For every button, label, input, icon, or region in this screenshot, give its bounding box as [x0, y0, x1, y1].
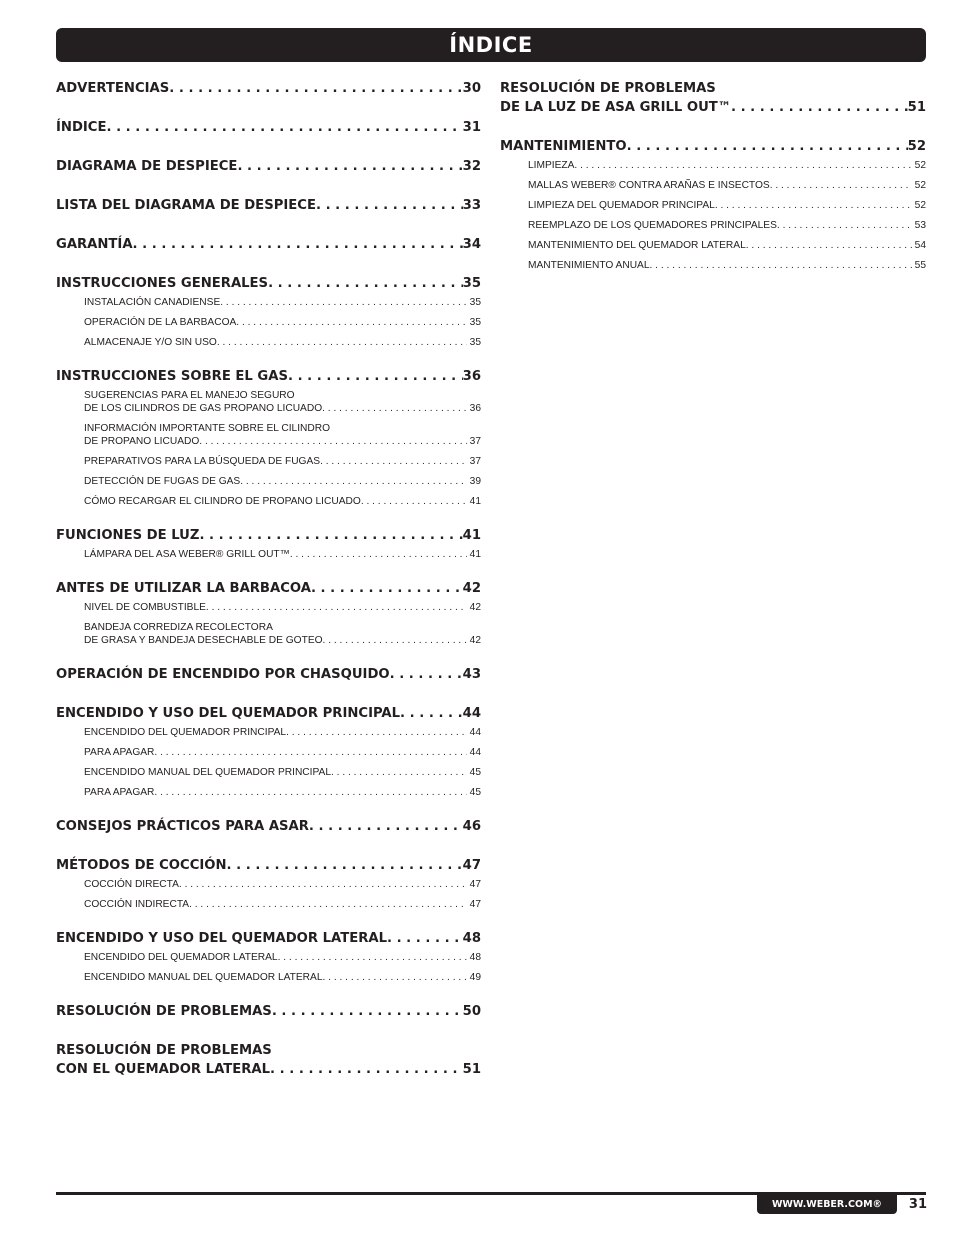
toc-subentry-page: 52 [914, 180, 926, 191]
toc-subentry-title: LIMPIEZA [528, 160, 575, 171]
dot-leader [288, 367, 463, 386]
page-number: 31 [908, 1197, 927, 1212]
toc-subentry [84, 766, 481, 779]
toc-subentry-page: 42 [469, 602, 481, 613]
dot-leader [390, 665, 463, 684]
toc-subentry-title: PARA APAGAR [84, 787, 155, 798]
dot-leader [770, 179, 912, 192]
toc-subentry-page: 41 [469, 549, 481, 560]
toc-subentry-title: INSTALACIÓN CANADIENSE [84, 297, 221, 308]
toc-subentry-page: 42 [469, 635, 481, 646]
toc-subentry-line[interactable] [84, 971, 481, 984]
dot-leader [206, 601, 467, 614]
dot-leader [311, 579, 463, 598]
toc-subentry-line[interactable] [528, 159, 926, 172]
dot-leader [316, 196, 463, 215]
toc-entry [500, 137, 926, 156]
toc-subentry [528, 239, 926, 252]
toc-subentry-page: 45 [469, 767, 481, 778]
toc-subentries [56, 389, 481, 508]
dot-leader [179, 878, 467, 891]
toc-entry-line[interactable] [56, 367, 481, 386]
toc-subentry [84, 621, 481, 647]
toc-subentry [84, 898, 481, 911]
toc-subentry-title: ENCENDIDO DEL QUEMADOR LATERAL [84, 952, 278, 963]
toc-entry-line[interactable] [56, 817, 481, 836]
toc-subentries [56, 548, 481, 561]
toc-entry [56, 526, 481, 545]
toc-subentry [84, 878, 481, 891]
toc-subentry-page: 52 [914, 160, 926, 171]
dot-leader [220, 296, 466, 309]
toc-subentry-line[interactable] [528, 219, 926, 232]
toc-entry-page: 52 [907, 139, 926, 154]
toc-subentry [84, 336, 481, 349]
dot-leader [715, 199, 912, 212]
dot-leader [322, 402, 467, 415]
dot-leader [240, 475, 466, 488]
toc-entry [56, 856, 481, 875]
toc-subentry-page: 37 [469, 436, 481, 447]
toc-entry-page: 35 [462, 276, 481, 291]
dot-leader [268, 274, 463, 293]
toc-entry-page: 51 [907, 100, 926, 115]
toc-subentries [56, 951, 481, 984]
toc-entry-title: ADVERTENCIAS [56, 81, 170, 96]
toc-subentry [528, 159, 926, 172]
dot-leader [272, 1002, 463, 1021]
toc-entry [56, 1002, 481, 1021]
toc-entry-line[interactable] [56, 118, 481, 137]
toc-subentry-line[interactable] [528, 259, 926, 272]
toc-entry-title-first-line: RESOLUCIÓN DE PROBLEMAS [56, 1043, 272, 1058]
toc-subentry-title: OPERACIÓN DE LA BARBACOA [84, 317, 237, 328]
toc-subentry-line[interactable] [84, 455, 481, 468]
dot-leader [199, 435, 466, 448]
toc-entry [56, 235, 481, 254]
toc-subentry-title: COCCIÓN INDIRECTA [84, 899, 190, 910]
toc-subentry [84, 495, 481, 508]
dot-leader [777, 219, 912, 232]
toc-subentry-page: 47 [469, 899, 481, 910]
toc-subentry-title: LÁMPARA DEL ASA WEBER® GRILL OUT™ [84, 549, 290, 560]
toc-entry-page: 47 [462, 858, 481, 873]
dot-leader [731, 98, 908, 117]
dot-leader [169, 79, 462, 98]
footer-website[interactable]: WWW.WEBER.COM® [757, 1195, 897, 1214]
toc-subentry [528, 219, 926, 232]
toc-entry-page: 32 [462, 159, 481, 174]
toc-entry-page: 51 [462, 1062, 481, 1077]
toc-subentry-title: ENCENDIDO DEL QUEMADOR PRINCIPAL [84, 727, 287, 738]
dot-leader [189, 898, 467, 911]
toc-entry-page: 44 [462, 706, 481, 721]
toc-subentry-title: MANTENIMIENTO ANUAL [528, 260, 650, 271]
toc-subentry [84, 746, 481, 759]
toc-entry-line[interactable] [500, 137, 926, 156]
dot-leader [290, 548, 467, 561]
toc-entry-page: 42 [462, 581, 481, 596]
toc-subentry-page: 47 [469, 879, 481, 890]
toc-subentry-page: 54 [914, 240, 926, 251]
toc-subentry-title: MALLAS WEBER® CONTRA ARAÑAS E INSECTOS [528, 180, 770, 191]
toc-subentry [528, 259, 926, 272]
toc-entry-title: INSTRUCCIONES SOBRE EL GAS [56, 369, 288, 384]
toc-subentry-page: 52 [914, 200, 926, 211]
toc-subentry-page: 39 [469, 476, 481, 487]
toc-subentry-line[interactable] [84, 548, 481, 561]
toc-subentry-line[interactable] [84, 601, 481, 614]
toc-entry-page: 30 [462, 81, 481, 96]
toc-entry-line[interactable] [56, 929, 481, 948]
toc-entry-title: ÍNDICE [56, 120, 107, 135]
toc-subentry-title: COCCIÓN DIRECTA [84, 879, 179, 890]
dot-leader [154, 746, 466, 759]
dot-leader [237, 157, 462, 176]
toc-subentry-line[interactable] [84, 726, 481, 739]
toc-subentry-line[interactable] [528, 239, 926, 252]
toc-entry-title: MÉTODOS DE COCCIÓN [56, 858, 227, 873]
dot-leader [236, 316, 466, 329]
toc-subentry-title: REEMPLAZO DE LOS QUEMADORES PRINCIPALES [528, 220, 777, 231]
toc-entry [56, 1041, 481, 1079]
toc-subentry [84, 389, 481, 415]
toc-subentry-title: CÓMO RECARGAR EL CILINDRO DE PROPANO LICUADO [84, 496, 361, 507]
toc-subentry-page: 45 [469, 787, 481, 798]
toc-subentry-page: 35 [469, 337, 481, 348]
toc-entry [56, 274, 481, 293]
dot-leader [400, 704, 463, 723]
toc-entry-title: CONSEJOS PRÁCTICOS PARA ASAR [56, 819, 309, 834]
toc-entry-title: INSTRUCCIONES GENERALES [56, 276, 269, 291]
toc-entry-line[interactable] [56, 856, 481, 875]
toc-subentry-title-first-line: SUGERENCIAS PARA EL MANEJO SEGURO [84, 390, 295, 401]
toc-entry-line[interactable] [56, 1002, 481, 1021]
dot-leader [227, 856, 463, 875]
dot-leader [323, 971, 467, 984]
toc-subentry-page: 44 [469, 727, 481, 738]
dot-leader [320, 455, 467, 468]
toc-entry-title: CON EL QUEMADOR LATERAL [56, 1062, 271, 1077]
toc-entry [56, 367, 481, 386]
toc-subentry-line[interactable] [84, 634, 481, 647]
toc-subentry [84, 548, 481, 561]
toc-subentry-title: ENCENDIDO MANUAL DEL QUEMADOR LATERAL [84, 972, 323, 983]
toc-entry-title: MANTENIMIENTO [500, 139, 627, 154]
toc-subentry-title: PREPARATIVOS PARA LA BÚSQUEDA DE FUGAS [84, 456, 321, 467]
toc-subentry-line[interactable] [528, 199, 926, 212]
toc-entry-page: 50 [462, 1004, 481, 1019]
dot-leader [286, 726, 467, 739]
toc-subentry [84, 951, 481, 964]
toc-entry-title: DIAGRAMA DE DESPIECE [56, 159, 238, 174]
toc-entry [56, 118, 481, 137]
toc-subentries [56, 601, 481, 647]
toc-entry-page: 43 [462, 667, 481, 682]
dot-leader [217, 336, 467, 349]
toc-subentry-page: 41 [469, 496, 481, 507]
toc-subentry [528, 199, 926, 212]
toc-entry [56, 929, 481, 948]
toc-subentry-line[interactable] [84, 296, 481, 309]
toc-column-right [500, 79, 926, 290]
toc-subentry [84, 455, 481, 468]
toc-subentry-line[interactable] [84, 746, 481, 759]
toc-subentry [84, 296, 481, 309]
toc-subentry-page: 49 [469, 972, 481, 983]
toc-subentry-line[interactable] [84, 786, 481, 799]
toc-subentry-line[interactable] [84, 475, 481, 488]
dot-leader [309, 817, 463, 836]
toc-entry-title: GARANTÍA [56, 237, 133, 252]
dot-leader [199, 526, 462, 545]
toc-subentry-line[interactable] [528, 179, 926, 192]
toc-subentry-line[interactable] [84, 951, 481, 964]
toc-subentry-title: DE LOS CILINDROS DE GAS PROPANO LICUADO [84, 403, 323, 414]
toc-subentry-line[interactable] [84, 878, 481, 891]
toc-entry [56, 704, 481, 723]
dot-leader [627, 137, 908, 156]
toc-entry-line[interactable] [56, 526, 481, 545]
toc-subentry-line[interactable] [84, 766, 481, 779]
dot-leader [331, 766, 467, 779]
toc-entry-title: RESOLUCIÓN DE PROBLEMAS [56, 1004, 272, 1019]
toc-subentry-page: 48 [469, 952, 481, 963]
toc-column-left [56, 79, 481, 1099]
toc-entry-title: OPERACIÓN DE ENCENDIDO POR CHASQUIDO [56, 667, 390, 682]
toc-entry-line[interactable] [56, 1060, 481, 1079]
toc-subentry [84, 971, 481, 984]
dot-leader [278, 951, 467, 964]
dot-leader [361, 495, 467, 508]
toc-entry [56, 665, 481, 684]
toc-subentry-title: PARA APAGAR [84, 747, 155, 758]
toc-subentry-line[interactable] [84, 316, 481, 329]
dot-leader [746, 239, 912, 252]
toc-subentry [84, 601, 481, 614]
toc-subentries [56, 878, 481, 911]
toc-entry-title: ENCENDIDO Y USO DEL QUEMADOR PRINCIPAL [56, 706, 401, 721]
toc-entry-title: DE LA LUZ DE ASA GRILL OUT™ [500, 100, 731, 115]
toc-entry-page: 34 [462, 237, 481, 252]
toc-subentry-title: ALMACENAJE Y/O SIN USO [84, 337, 217, 348]
dot-leader [270, 1060, 463, 1079]
toc-entry [56, 196, 481, 215]
toc-subentry-line[interactable] [84, 898, 481, 911]
toc-subentry-title: NIVEL DE COMBUSTIBLE [84, 602, 206, 613]
toc-subentry-page: 36 [469, 403, 481, 414]
dot-leader [387, 929, 463, 948]
toc-subentries [56, 726, 481, 799]
toc-subentry-title: ENCENDIDO MANUAL DEL QUEMADOR PRINCIPAL [84, 767, 331, 778]
toc-subentry [84, 316, 481, 329]
dot-leader [106, 118, 462, 137]
toc-entry-line[interactable] [56, 274, 481, 293]
toc-entry-line[interactable] [56, 235, 481, 254]
toc-entry-line[interactable] [56, 704, 481, 723]
toc-entry-line[interactable] [56, 579, 481, 598]
toc-entry-page: 33 [462, 198, 481, 213]
toc-entry-page: 36 [462, 369, 481, 384]
toc-entry-line[interactable] [56, 196, 481, 215]
toc-subentry-page: 37 [469, 456, 481, 467]
toc-subentry-page: 55 [914, 260, 926, 271]
toc-entry-line[interactable] [500, 98, 926, 117]
toc-subentry-line[interactable] [84, 435, 481, 448]
toc-entry-title-first-line: RESOLUCIÓN DE PROBLEMAS [500, 81, 716, 96]
toc-subentry-page: 35 [469, 297, 481, 308]
toc-subentry-title: DE PROPANO LICUADO [84, 436, 200, 447]
toc-entry [56, 79, 481, 98]
toc-entry-title: FUNCIONES DE LUZ [56, 528, 200, 543]
toc-subentries [500, 159, 926, 272]
toc-subentry-page: 35 [469, 317, 481, 328]
toc-entry [56, 817, 481, 836]
toc-entry-page: 46 [462, 819, 481, 834]
toc-subentry-title-first-line: BANDEJA CORREDIZA RECOLECTORA [84, 622, 273, 633]
toc-subentry [84, 422, 481, 448]
dot-leader [133, 235, 463, 254]
toc-entry-page: 48 [462, 931, 481, 946]
toc-subentry [84, 786, 481, 799]
toc-subentry-title: DETECCIÓN DE FUGAS DE GAS [84, 476, 241, 487]
toc-entry-page: 41 [462, 528, 481, 543]
toc-entry-title: ANTES DE UTILIZAR LA BARBACOA [56, 581, 311, 596]
toc-subentry-page: 53 [914, 220, 926, 231]
toc-entry-line[interactable] [56, 157, 481, 176]
toc-subentry-page: 44 [469, 747, 481, 758]
toc-subentry [528, 179, 926, 192]
toc-subentry-title-first-line: INFORMACIÓN IMPORTANTE SOBRE EL CILINDRO [84, 423, 331, 434]
toc-subentry-line[interactable] [84, 336, 481, 349]
page-title: ÍNDICE [449, 33, 533, 57]
toc-subentry-title: DE GRASA Y BANDEJA DESECHABLE DE GOTEO [84, 635, 323, 646]
dot-leader [650, 259, 912, 272]
toc-subentry-title: LIMPIEZA DEL QUEMADOR PRINCIPAL [528, 200, 715, 211]
toc-entry [56, 157, 481, 176]
toc-entry-title: ENCENDIDO Y USO DEL QUEMADOR LATERAL [56, 931, 387, 946]
dot-leader [574, 159, 911, 172]
toc-entry-line[interactable] [56, 665, 481, 684]
dot-leader [154, 786, 466, 799]
toc-subentry-title: MANTENIMIENTO DEL QUEMADOR LATERAL [528, 240, 746, 251]
toc-entry [56, 579, 481, 598]
toc-subentries [56, 296, 481, 349]
toc-subentry-line[interactable] [84, 495, 481, 508]
toc-entry [500, 79, 926, 117]
dot-leader [323, 634, 467, 647]
title-bar [56, 28, 926, 62]
toc-entry-title: LISTA DEL DIAGRAMA DE DESPIECE [56, 198, 316, 213]
toc-subentry-line[interactable] [84, 402, 481, 415]
toc-entry-line[interactable] [56, 79, 481, 98]
toc-subentry [84, 475, 481, 488]
toc-entry-page: 31 [462, 120, 481, 135]
toc-subentry [84, 726, 481, 739]
